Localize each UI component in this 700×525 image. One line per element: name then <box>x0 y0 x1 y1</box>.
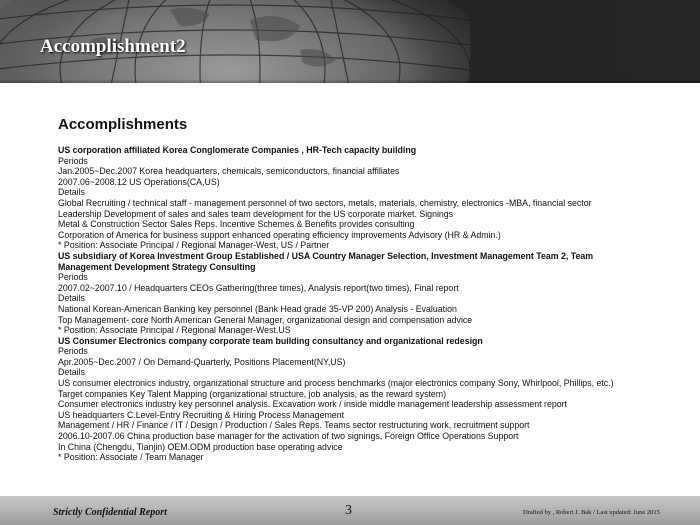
list-item: Global Recruiting / technical staff - management personnel of two sectors, metals, materials, chemistry, electronics -MBA, financial sector <box>58 197 592 208</box>
list-item: 2006.10-2007.06 China production base manager for the activation of two signings, Foreign Office Operations Support <box>58 431 519 442</box>
list-item: Periods <box>58 155 88 166</box>
list-item: 2007.02~2007.10 / Headquarters CEOs Gathering(three times), Analysis report(two times), Final report <box>58 282 459 293</box>
list-item: Consumer electronics industry key personnel analysis. Excavation work / inside middle management leadership assessment report <box>58 399 567 410</box>
list-item: Jan.2005~Dec.2007 Korea headquarters, chemicals, semiconductors, financial affiliates <box>58 166 400 177</box>
accomplishments-content <box>58 116 638 463</box>
list-item: Details <box>58 187 85 198</box>
list-item: * Position: Associate Principal / Regional Manager-West.US <box>58 325 291 336</box>
list-item: * Position: Associate Principal / Regional Manager-West, US / Partner <box>58 240 330 251</box>
list-item: US headquarters C.Level-Entry Recruiting & Hiring Process Management <box>58 409 345 420</box>
list-item: Details <box>58 367 85 378</box>
footer-author-note: Drafted by , Robert J. Bak / Last updated: June 2015 <box>523 509 660 516</box>
list-item: Periods <box>58 272 88 283</box>
list-item: 2007.06~2008.12 US Operations(CA,US) <box>58 176 220 187</box>
page-number: 3 <box>345 503 352 518</box>
list-item: Target companies Key Talent Mapping (organizational structure, job analysis, as the reward system) <box>58 388 447 399</box>
header-banner <box>0 0 700 83</box>
list-item: Apr.2005~Dec.2007 / On Demand-Quarterly, Positions Placement(NY,US) <box>58 356 346 367</box>
footer-confidential-label: Strictly Confidential Report <box>53 507 167 518</box>
list-item: Management / HR / Finance / IT / Design / Production / Sales Reps. Teams sector restructuring work, recruitment support <box>58 420 530 431</box>
list-item: Periods <box>58 346 88 357</box>
list-item: Metal & Construction Sector Sales Reps. Incentive Schemes & Benefits provides consulting <box>58 219 415 230</box>
accomplishments-list <box>58 145 638 463</box>
project-heading: US Consumer Electronics company corporate team building consultancy and organizational redesign <box>58 335 483 346</box>
list-item: Leadership Development of sales and sales team development for the US corporate market. Signings <box>58 208 454 219</box>
list-item: Details <box>58 293 85 304</box>
list-item: In China (Chengdu, Tianjin) OEM.ODM production base operating advice <box>58 441 343 452</box>
list-item: Top Management- core North American General Manager, organizational design and compensation advice <box>58 314 473 325</box>
list-item: Corporation of America for business support enhanced operating efficiency improvements Advisory (HR & Admin.) <box>58 229 501 240</box>
page-title: Accomplishment2 <box>40 36 186 57</box>
project-heading: US corporation affiliated Korea Conglomerate Companies , HR-Tech capacity building <box>58 145 417 155</box>
header-shade <box>0 79 700 83</box>
list-item: US consumer electronics industry, organizational structure and process benchmarks (major electronics company Sony, Whirlpool, Phillips, etc.) <box>58 378 614 389</box>
list-item: * Position: Associate / Team Manager <box>58 452 204 463</box>
project-heading: US subsidiary of Korea Investment Group Established / USA Country Manager Selection, Investment Management Team 2, Team Management Development Strategy Consulting <box>58 250 594 272</box>
section-heading: Accomplishments <box>58 116 188 133</box>
footer-bar <box>0 496 700 525</box>
list-item: National Korean-American Banking key personnel (Bank Head grade 35-VP 200) Analysis - Evaluation <box>58 303 457 314</box>
